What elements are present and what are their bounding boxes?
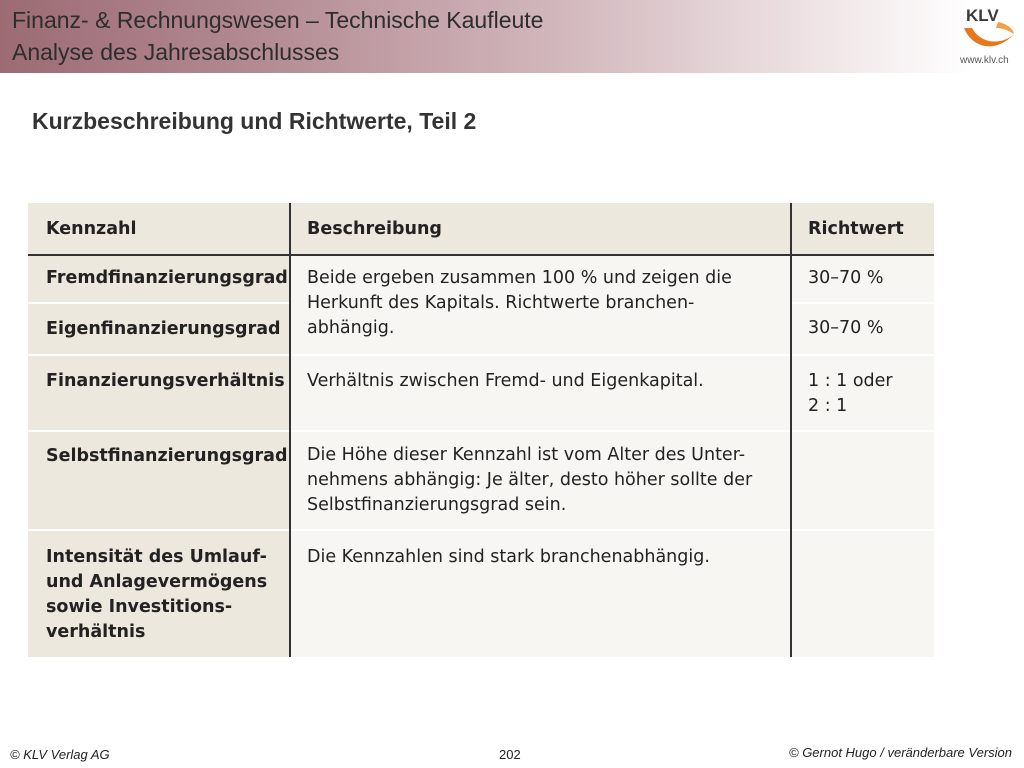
row-separator	[28, 529, 934, 531]
footer-copyright-publisher: © KLV Verlag AG	[10, 747, 110, 762]
header-title: Finanz- & Rechnungswesen – Technische Kaufleute	[12, 7, 544, 33]
row-4-kennzahl: Selbstfinanzierungsgrad	[46, 446, 288, 466]
footer-copyright-author: © Gernot Hugo / veränderbare Version	[789, 745, 1012, 760]
row-separator	[28, 430, 934, 432]
row-separator	[28, 302, 290, 304]
column-divider-2	[790, 203, 792, 657]
row-separator	[792, 302, 934, 304]
logo-text: KLV	[966, 6, 999, 25]
row-3-kennzahl: Finanzierungsverhältnis	[46, 371, 285, 391]
header-richtwert: Richtwert	[808, 219, 904, 239]
row-4-beschreibung: Die Höhe dieser Kennzahl ist vom Alter des Unter- nehmens abhängig: Je älter, desto höher sollte der Selbstfinanzierungsgrad sein.	[307, 445, 753, 515]
footer-page-number: 202	[499, 747, 521, 762]
row-3-richtwert: 1 : 1 oder 2 : 1	[808, 371, 893, 416]
header-subtitle: Analyse des Jahresabschlusses	[12, 39, 340, 65]
row-separator	[28, 354, 934, 356]
column-divider-1	[289, 203, 291, 657]
row-1-richtwert: 30–70 %	[808, 268, 884, 288]
klv-logo-mark	[958, 4, 1020, 56]
logo-url: www.klv.ch	[960, 55, 1009, 66]
rows-1-2-beschreibung: Beide ergeben zusammen 100 % und zeigen die Herkunft des Kapitals. Richtwerte branchen- abhängig.	[307, 268, 732, 338]
row-3-beschreibung: Verhältnis zwischen Fremd- und Eigenkapital.	[307, 371, 704, 391]
row-2-richtwert: 30–70 %	[808, 318, 884, 338]
logo-swoosh	[964, 28, 1014, 46]
section-title: Kurzbeschreibung und Richtwerte, Teil 2	[32, 108, 477, 134]
klv-logo	[958, 4, 1020, 68]
row-5-beschreibung: Die Kennzahlen sind stark branchenabhängig.	[307, 547, 710, 567]
header-beschreibung: Beschreibung	[307, 219, 442, 239]
header-band	[0, 0, 1024, 73]
row-2-kennzahl: Eigenfinanzierungsgrad	[46, 319, 281, 339]
row-5-kennzahl: Intensität des Umlauf- und Anlagevermögens sowie Investitions- verhältnis	[46, 547, 268, 642]
kennzahlen-table	[28, 203, 934, 657]
header-kennzahl: Kennzahl	[46, 219, 137, 239]
logo-swoosh-top	[996, 22, 1014, 34]
table-header-row	[28, 203, 934, 255]
header-bottom-rule	[28, 254, 934, 256]
row-1-kennzahl: Fremdfinanzierungsgrad	[46, 268, 288, 288]
